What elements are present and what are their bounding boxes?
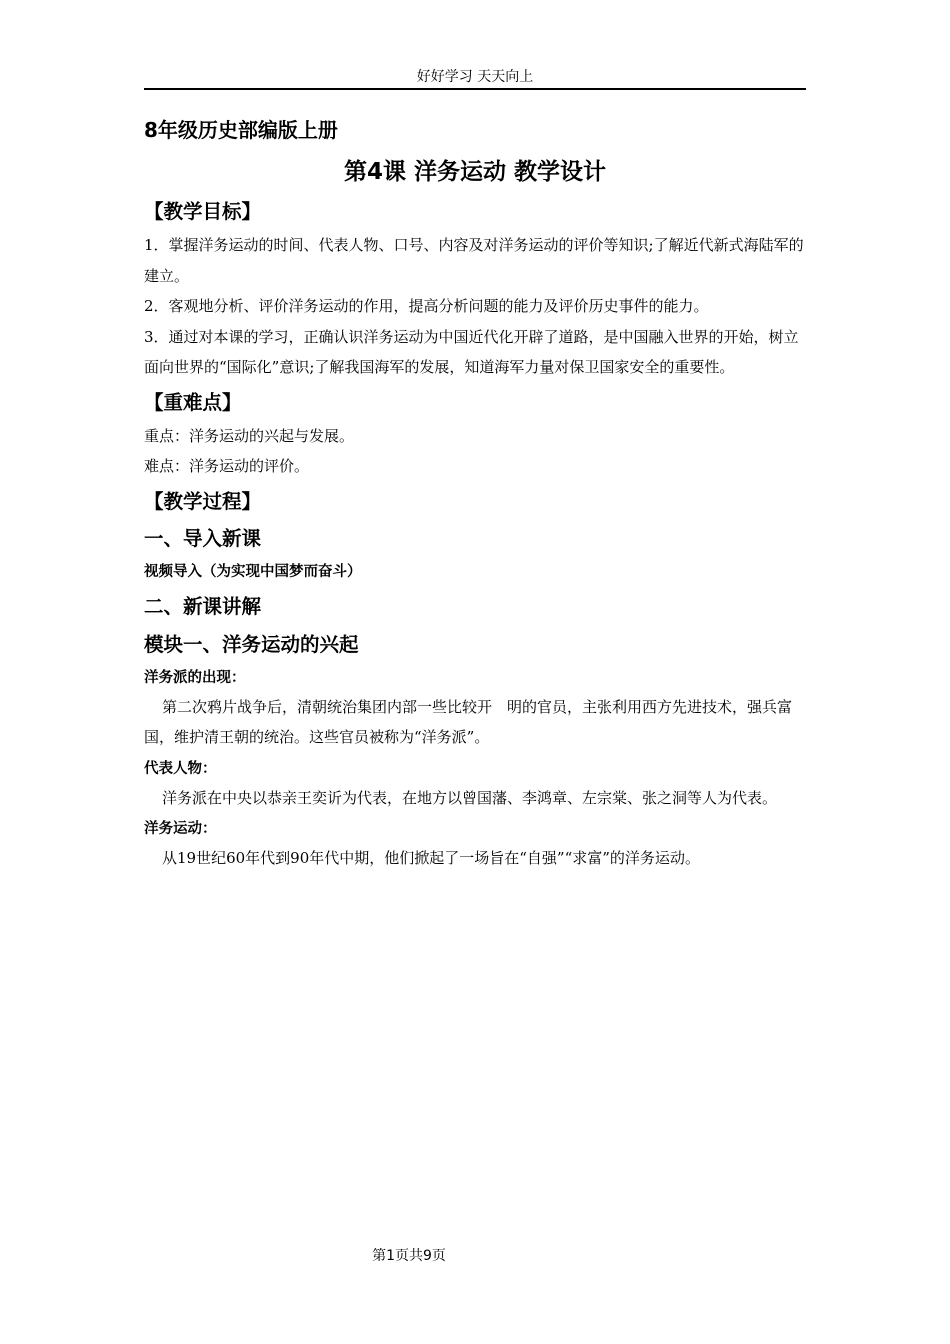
sub3-heading: 洋务运动： (144, 821, 217, 837)
header-motto: 好好学习 天天向上 (416, 69, 534, 85)
objective-item-3: 3．通过对本课的学习，正确认识洋务运动为中国近代化开辟了道路，是中国融入世界的开始，树立面向世界的“国际化”意识;了解我国海军的发展，知道海军力量对保卫国家安全的重要性。 (144, 327, 799, 376)
objective-item-2: 2．客观地分析、评价洋务运动的作用，提高分析问题的能力及评价历史事件的能力。 (144, 297, 709, 315)
objective-item-1: 1．掌握洋务运动的时间、代表人物、口号、内容及对洋务运动的评价等知识;了解近代新式海陆军的建立。 (144, 236, 804, 285)
part1-heading: 一、导入新课 (144, 526, 262, 550)
part1-text: 视频导入（为实现中国梦而奋斗） (144, 563, 362, 580)
page-footer (144, 1245, 674, 1267)
sub2-text: 洋务派在中央以恭亲王奕䜣为代表，在地方以曾国藩、李鸿章、左宗棠、张之洞等人为代表。 (162, 788, 778, 807)
sub1-heading: 洋务派的出现： (144, 669, 246, 686)
keypoint-item-2: 难点：洋务运动的评价。 (144, 457, 310, 475)
page-header (144, 66, 806, 90)
sub2-heading: 代表人物： (144, 760, 217, 777)
sub3-text: 从19世纪60年代到90年代中期，他们掀起了一场旨在“自强”“求富”的洋务运动。 (162, 849, 700, 867)
sub1-text: 第二次鸦片战争后，清朝统治集团内部一些比较开 明的官员，主张利用西方先进技术，强兵富国，维护清王朝的统治。这些官员被称为“洋务派”。 (144, 697, 793, 746)
process-heading: 【教学过程】 (144, 489, 262, 513)
subject-line: 8年级历史部编版上册 (144, 118, 338, 142)
module1-heading: 模块一、洋务运动的兴起 (144, 632, 359, 656)
keypoint-item-1: 重点：洋务运动的兴起与发展。 (144, 426, 355, 445)
objectives-heading: 【教学目标】 (144, 200, 262, 223)
keypoints-heading: 【重难点】 (144, 390, 242, 414)
part2-heading: 二、新课讲解 (144, 594, 262, 618)
page-number: 第1页共9页 (372, 1248, 446, 1264)
lesson-title: 第4课 洋务运动 教学设计 (343, 159, 607, 185)
document-body (144, 112, 806, 874)
